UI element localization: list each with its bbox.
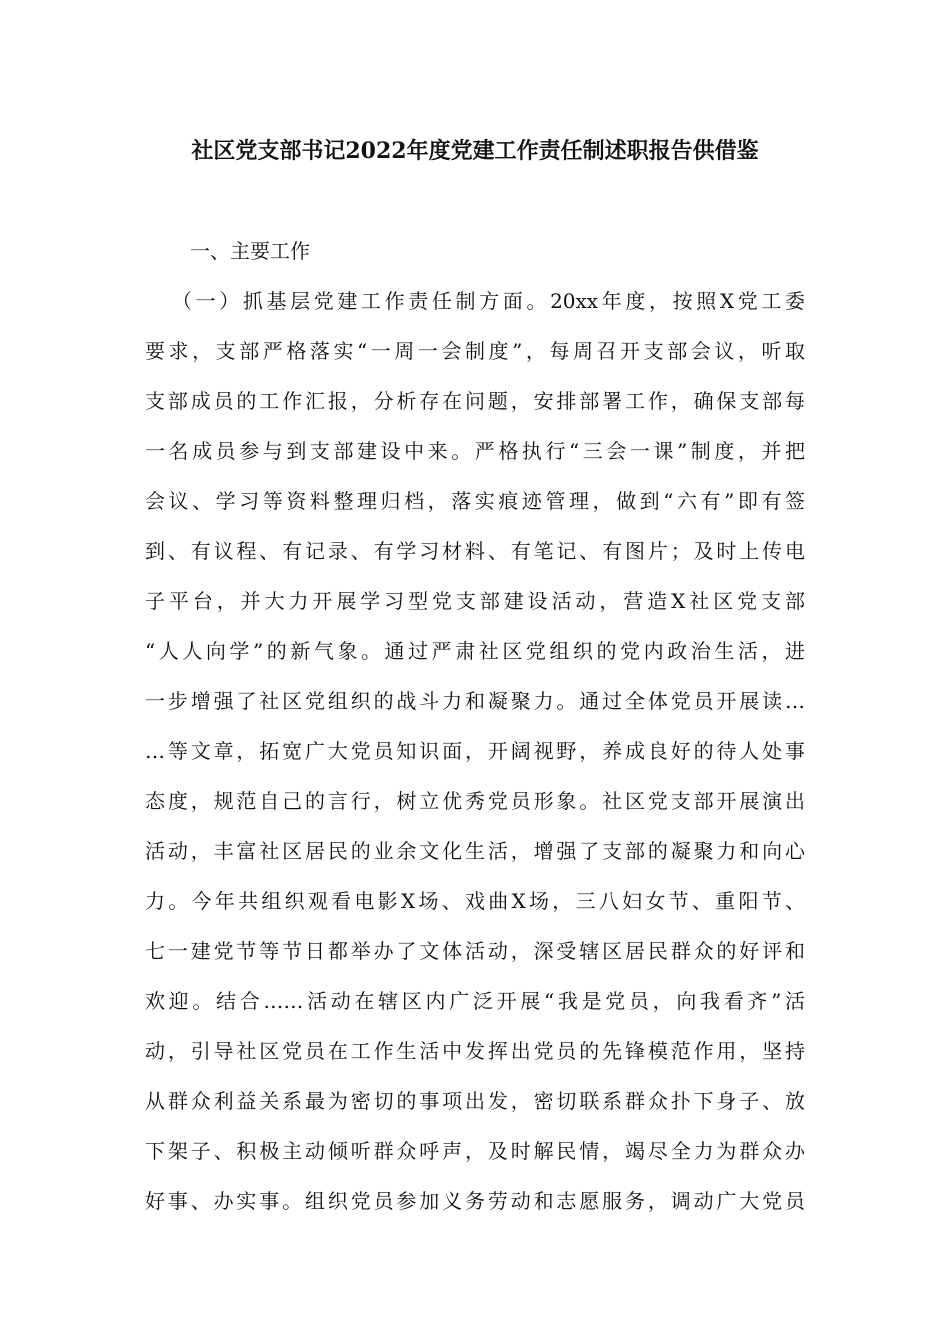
body-line: 要求，支部严格落实“一周一会制度”，每周召开支部会议，听取 xyxy=(145,339,805,363)
document-title: 社区党支部书记2022年度党建工作责任制述职报告供借鉴 xyxy=(191,138,759,164)
body-line: 一名成员参与到支部建设中来。严格执行“三会一课”制度，并把 xyxy=(145,439,805,463)
body-line: 支部成员的工作汇报，分析存在问题，安排部署工作，确保支部每 xyxy=(145,389,805,413)
body-line: 子平台，并大力开展学习型党支部建设活动，营造X社区党支部 xyxy=(145,589,805,613)
body-line: 欢迎。结合……活动在辖区内广泛开展“我是党员，向我看齐”活 xyxy=(145,989,805,1013)
body-line: 七一建党节等节日都举办了文体活动，深受辖区居民群众的好评和 xyxy=(145,939,805,963)
body-line: 下架子、积极主动倾听群众呼声，及时解民情，竭尽全力为群众办 xyxy=(145,1139,805,1163)
body-line: 会议、学习等资料整理归档，落实痕迹管理，做到“六有”即有签 xyxy=(145,489,805,513)
body-line: （一）抓基层党建工作责任制方面。20xx年度，按照X党工委 xyxy=(172,289,805,313)
body-line: 态度，规范自己的言行，树立优秀党员形象。社区党支部开展演出 xyxy=(145,789,805,813)
section-heading: 一、主要工作 xyxy=(190,239,310,263)
body-line: 一步增强了社区党组织的战斗力和凝聚力。通过全体党员开展读… xyxy=(145,689,805,713)
body-line: 到、有议程、有记录、有学习材料、有笔记、有图片；及时上传电 xyxy=(145,539,805,563)
body-line: 从群众利益关系最为密切的事项出发，密切联系群众扑下身子、放 xyxy=(145,1089,805,1113)
body-line: 动，引导社区党员在工作生活中发挥出党员的先锋模范作用，坚持 xyxy=(145,1039,805,1063)
body-line: 好事、办实事。组织党员参加义务劳动和志愿服务，调动广大党员 xyxy=(145,1189,805,1213)
body-line: “人人向学”的新气象。通过严肃社区党组织的党内政治生活，进 xyxy=(145,639,805,663)
body-line: 活动，丰富社区居民的业余文化生活，增强了支部的凝聚力和向心 xyxy=(145,839,805,863)
body-line: …等文章，拓宽广大党员知识面，开阔视野，养成良好的待人处事 xyxy=(145,739,805,763)
body-line: 力。今年共组织观看电影X场、戏曲X场，三八妇女节、重阳节、 xyxy=(145,889,805,913)
